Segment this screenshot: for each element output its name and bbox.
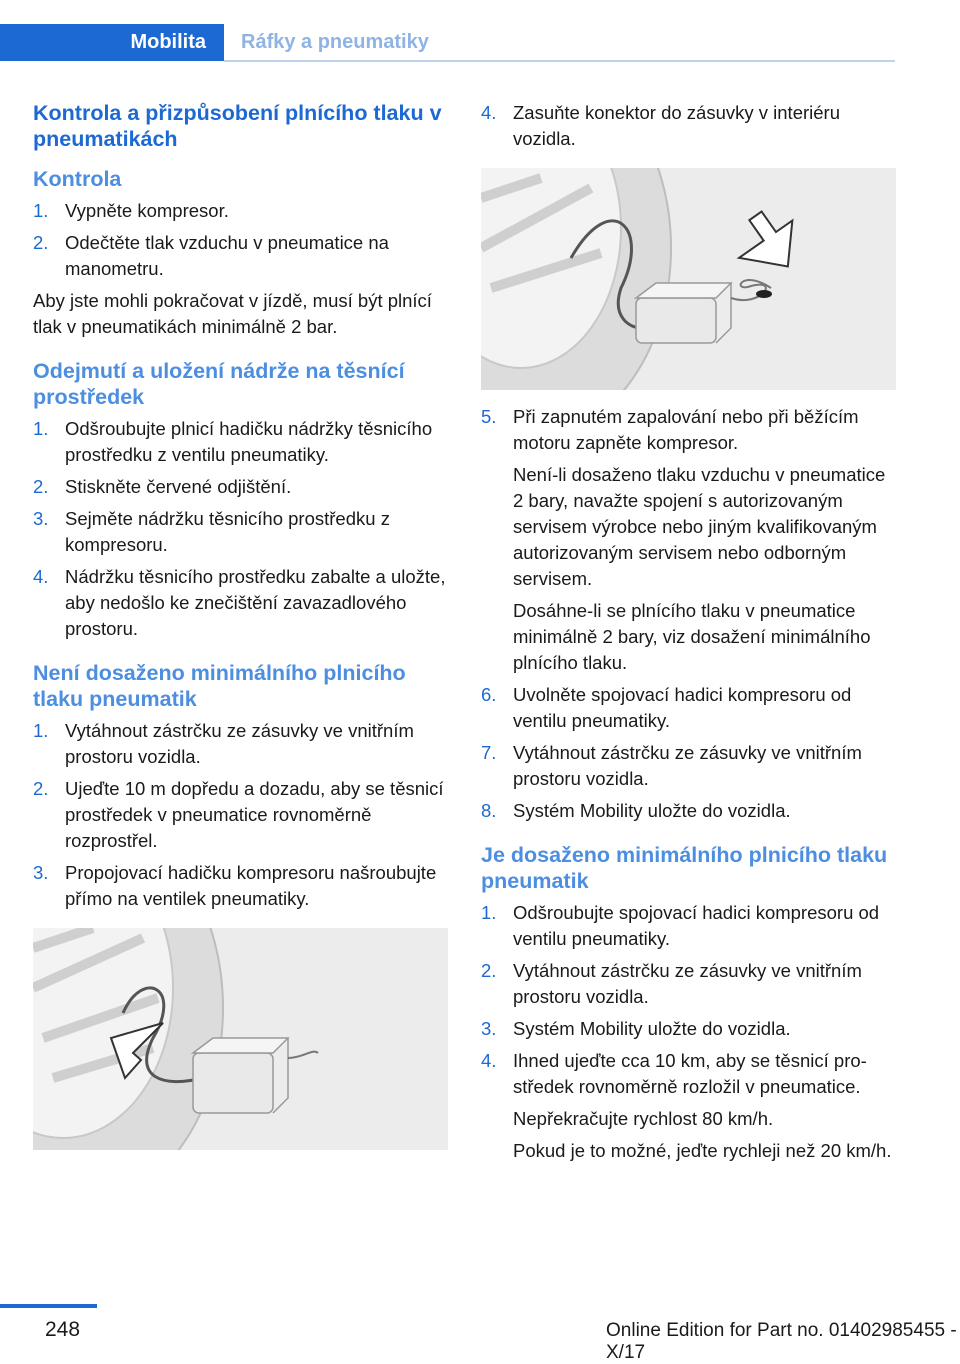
step-text: Odečtěte tlak vzduchu v pneumatice na manometru. <box>65 232 389 279</box>
illustration-hose-to-valve <box>33 928 448 1150</box>
list-item <box>481 740 896 792</box>
step-text: Odšroubujte spojovací hadici kompresoru od ventilu pneumatiky. <box>513 902 880 949</box>
step-number: 8. <box>481 800 497 821</box>
right-column <box>481 100 896 1170</box>
step-number: 1. <box>481 902 497 923</box>
list-item <box>481 404 896 456</box>
step-text: Nádržku těsnicího prostředku zabalte a uložte, aby nedošlo ke znečištění zavazadlového prostoru. <box>65 566 446 639</box>
step-text: Vytáhnout zástrčku ze zásuvky ve vnitřním prostoru vozidla. <box>513 742 862 789</box>
page-number: 248 <box>45 1318 81 1341</box>
step-number: 2. <box>481 960 497 981</box>
heading-min-pressure-reached: Je dosaženo minimálního plnicího tlaku pneumatik <box>481 843 888 893</box>
list-item <box>33 230 448 282</box>
list-item <box>481 1048 896 1100</box>
step-text: Vypněte kompresor. <box>65 200 229 221</box>
step-number: 2. <box>33 232 49 253</box>
step-number: 6. <box>481 684 497 705</box>
step-number: 2. <box>33 476 49 497</box>
step-text: Při zapnutém zapalování nebo při běžícím motoru zapněte kompresor. <box>513 406 859 453</box>
steps-continue-b <box>481 404 896 456</box>
list-item <box>33 416 448 468</box>
list-item <box>481 798 896 824</box>
steps-continue-a <box>481 100 896 152</box>
list-item <box>481 958 896 1010</box>
list-item <box>33 198 448 224</box>
list-item <box>481 100 896 152</box>
list-item <box>33 506 448 558</box>
step-text: Uvolněte spojovací hadici kompresoru od ventilu pneumatiky. <box>513 684 852 731</box>
list-item <box>33 776 448 854</box>
edition-note: Online Edition for Part no. 01402985455 - X/17 <box>606 1320 957 1363</box>
steps-min-pressure-not-reached <box>33 718 448 912</box>
step-number: 3. <box>33 508 49 529</box>
steps-continue-c <box>481 682 896 824</box>
step-text: Systém Mobility uložte do vozidla. <box>513 1018 791 1039</box>
list-item <box>33 860 448 912</box>
sub-paragraph-service: Není-li dosaženo tlaku vzduchu v pneumatice 2 bary, navažte spojení s autorizovaným servisem výrobce nebo jiným kvalifikovaným autorizovaným servisem nebo odborným servisem. <box>513 464 886 589</box>
heading-kontrola: Kontrola <box>33 167 122 191</box>
step-text: Stiskněte červené odjištění. <box>65 476 292 497</box>
step-text: Vytáhnout zástrčku ze zásuvky ve vnitřním prostoru vozidla. <box>513 960 862 1007</box>
wheel-compressor-image <box>33 928 448 1150</box>
step-text: Ujeďte 10 m dopředu a dozadu, aby se těsnicí prostředek v pneumatice rovnoměrně rozprostřel. <box>65 778 444 851</box>
step-text: Systém Mobility uložte do vozidla. <box>513 800 791 821</box>
step-text: Odšroubujte plnicí hadičku nádržky těsnicího prostředku z ventilu pneumatiky. <box>65 418 433 465</box>
steps-remove-container <box>33 416 448 642</box>
step-number: 5. <box>481 406 497 427</box>
list-item <box>33 718 448 770</box>
compressor-socket-image <box>481 168 896 390</box>
note-minimum-pressure: Aby jste mohli pokračovat v jízdě, musí být plnící tlak v pneumatikách minimálně 2 bar. <box>33 290 432 337</box>
step-number: 3. <box>33 862 49 883</box>
step-text: Sejměte nádržku těsnicího prostředku z kompresoru. <box>65 508 390 555</box>
list-item <box>33 474 448 500</box>
step-number: 3. <box>481 1018 497 1039</box>
tab-mobilita: Mobilita <box>0 24 224 61</box>
step-number: 4. <box>481 1050 497 1071</box>
left-column <box>33 100 448 1150</box>
page-title: Kontrola a přizpůsobení plnícího tlaku v pneumatikách <box>33 101 442 151</box>
sub-paragraph-reached: Dosáhne-li se plnícího tlaku v pneumatice minimálně 2 bary, viz dosažení minimálního plnícího tlaku. <box>513 600 871 673</box>
list-item <box>481 900 896 952</box>
step-text: Propojovací hadičku kompresoru našroubujte přímo na ventilek pneumatiky. <box>65 862 437 909</box>
list-item <box>33 564 448 642</box>
heading-remove-container: Odejmutí a uložení nádrže na těsnící prostředek <box>33 359 405 409</box>
list-item <box>481 682 896 734</box>
tab-rafky-a-pneumatiky: Ráfky a pneumatiky <box>241 31 429 53</box>
step-number: 4. <box>33 566 49 587</box>
chapter-tabs <box>0 24 895 64</box>
step-number: 4. <box>481 102 497 123</box>
step-text: Ihned ujeďte cca 10 km, aby se těsnicí prostředek rovnoměrně rozložil v pneumatice. <box>513 1050 867 1097</box>
sub-paragraph-speed-limit: Nepřekračujte rychlost 80 km/h. <box>513 1108 774 1129</box>
sub-paragraph-min-speed: Pokud je to možné, jeďte rychleji než 20 km/h. <box>513 1140 892 1161</box>
step-number: 2. <box>33 778 49 799</box>
steps-min-pressure-reached <box>481 900 896 1100</box>
step-text: Zasuňte konektor do zásuvky v interiéru vozidla. <box>513 102 840 149</box>
tab-divider <box>224 60 895 62</box>
step-number: 1. <box>33 200 49 221</box>
step-number: 1. <box>33 418 49 439</box>
step-number: 1. <box>33 720 49 741</box>
footer-accent-line <box>0 1304 97 1308</box>
list-item <box>481 1016 896 1042</box>
heading-min-pressure-not-reached: Není dosaženo minimálního plnicího tlaku pneumatik <box>33 661 406 711</box>
steps-kontrola <box>33 198 448 282</box>
step-number: 7. <box>481 742 497 763</box>
step-text: Vytáhnout zástrčku ze zásuvky ve vnitřním prostoru vozidla. <box>65 720 414 767</box>
illustration-plug-socket <box>481 168 896 390</box>
